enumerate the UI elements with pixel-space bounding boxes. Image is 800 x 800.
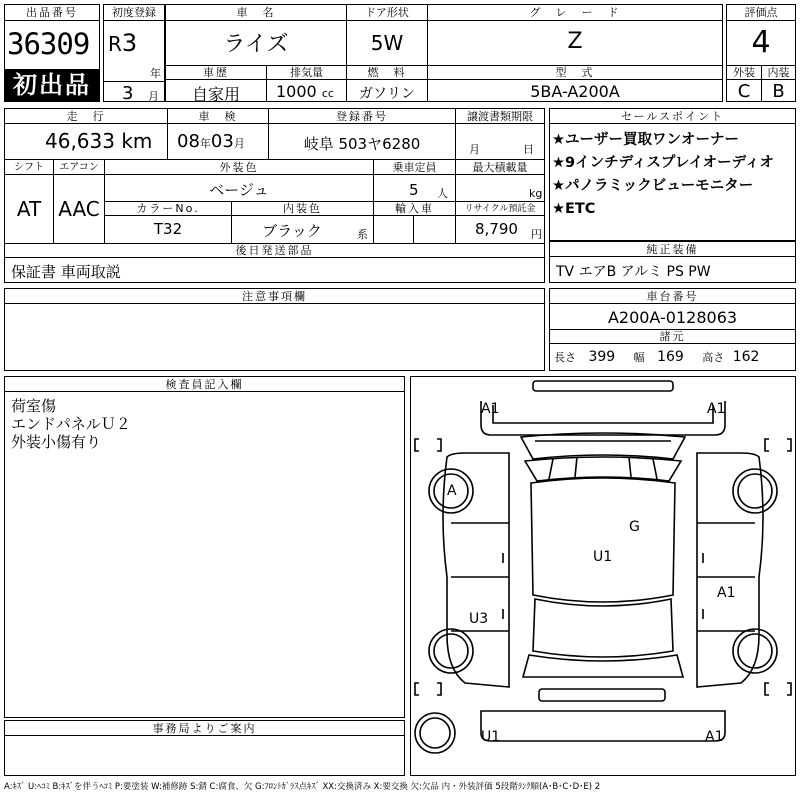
equipment-box: [549, 241, 796, 283]
interior-label: 内装: [762, 66, 795, 80]
model-code: 5BA-A200A: [530, 82, 620, 101]
history-label: 車歴: [166, 66, 266, 80]
recycle-fee: 8,790: [475, 220, 518, 238]
grade: Z: [567, 29, 583, 54]
equipment-label: 純正装備: [550, 242, 795, 257]
chassis-label: 車台番号: [550, 289, 795, 304]
year-unit: 年: [150, 67, 161, 80]
office-label: 事務局よりご案内: [5, 721, 404, 736]
era: R3: [108, 29, 138, 57]
damage-diagram: [410, 376, 796, 776]
car-name: ライズ: [223, 32, 289, 57]
sales-points-label: セールスポイント: [550, 109, 795, 124]
mark-roof: U1: [593, 549, 613, 565]
ac-label: エアコン: [54, 160, 104, 175]
color-no-label: カラーNo.: [105, 202, 231, 216]
mark-front-left: A1: [481, 401, 500, 417]
inspection-date: 08年03月: [177, 131, 245, 152]
sales-points-box: [549, 108, 796, 241]
door-label: ドア形状: [347, 5, 427, 21]
capacity-label: 乗車定員: [374, 160, 455, 175]
details-box: [4, 108, 545, 283]
inspector-line: エンドパネルＵ２: [11, 415, 131, 433]
later-parts-label: 後日発送部品: [5, 244, 544, 258]
shift: AT: [16, 197, 42, 221]
office-box: [4, 720, 405, 776]
reg-month: 3: [122, 83, 134, 104]
car-name-label: 車 名: [166, 5, 346, 21]
lot-label: 出品番号: [5, 5, 99, 21]
door-type: 5W: [370, 31, 404, 55]
equipment: TV エアB アルミ PS PW: [556, 264, 711, 280]
load-label: 最大積載量: [456, 160, 544, 175]
vehicle-info-box: [165, 4, 723, 102]
capacity-unit: 人: [437, 187, 448, 200]
later-parts: 保証書 車両取説: [11, 263, 121, 281]
recycle-label: リサイクル預託金: [456, 202, 544, 216]
first-registration-box: [103, 4, 165, 102]
transfer-month-unit: 月: [469, 143, 480, 156]
fuel: ガソリン: [359, 86, 415, 102]
inspector-box: [4, 376, 405, 718]
displacement-label: 排気量: [267, 66, 346, 80]
mark-front-right: A1: [707, 401, 726, 417]
sales-point: ★パノラミックビューモニター: [552, 178, 754, 194]
mark-left-rear-door: U3: [469, 611, 489, 627]
month-unit: 月: [148, 90, 159, 103]
transfer-label: 譲渡書類期限: [456, 109, 544, 124]
model-label: 型 式: [428, 66, 722, 80]
plate-number: 岐阜 503ヤ6280: [303, 135, 421, 153]
load-unit: kg: [529, 187, 543, 200]
shift-label: シフト: [5, 160, 53, 175]
mileage: 46,633 km: [45, 129, 153, 153]
dimensions: 長さ 399 幅 169 高さ 162: [554, 349, 760, 365]
first-reg-label: 初度登録: [104, 5, 164, 21]
inspector-line: 外装小傷有り: [11, 433, 102, 451]
exterior-score: C: [737, 81, 751, 102]
int-color-suffix: 系: [357, 228, 368, 241]
int-color: ブラック: [262, 222, 322, 240]
grade-label: グ レ ー ド: [428, 5, 722, 21]
sales-point: ★ユーザー買取ワンオーナー: [552, 132, 739, 148]
mark-left-front-wheel: A: [447, 483, 457, 499]
dims-label: 諸元: [550, 330, 795, 344]
color-number: T32: [153, 220, 183, 238]
air-conditioner: AAC: [58, 197, 100, 221]
score-box: [726, 4, 796, 102]
sales-point: ★9インチディスプレイオーディオ: [552, 155, 775, 171]
interior-score: B: [772, 81, 785, 102]
mark-right-rear-door: A1: [717, 585, 736, 601]
displacement: 1000 cc: [276, 82, 334, 101]
score-label: 評価点: [727, 5, 795, 21]
notes-box: [4, 288, 545, 371]
notes-label: 注意事項欄: [5, 289, 544, 304]
inspector-notes: [11, 397, 131, 451]
fuel-label: 燃 料: [347, 66, 427, 80]
inspection-label: 車 検: [168, 109, 268, 124]
sales-point: ★ETC: [552, 201, 596, 217]
capacity: 5: [409, 181, 419, 199]
plate-label: 登録番号: [269, 109, 455, 124]
chassis-box: [549, 288, 796, 371]
vehicle-history: 自家用: [191, 85, 240, 104]
car-diagram-svg: [411, 377, 795, 775]
first-listing-badge: 初出品: [5, 69, 99, 102]
mark-rear-left: U1: [481, 729, 501, 745]
int-color-label: 内装色: [232, 202, 373, 216]
import-label: 輸入車: [374, 202, 455, 216]
sales-points-list: [552, 129, 774, 221]
legend: A:ｷｽﾞ U:ﾍｺﾐ B:ｷｽﾞを伴うﾍｺﾐ P:要塗装 W:補修跡 S:錆 C:腐食、欠 G:ﾌﾛﾝﾄｶﾞﾗｽ点ｷｽﾞ XX:交換済み X:要交換 欠:欠品 内・外装評価 5段階ﾗﾝｸ順(A･B･C･D･E) 2: [4, 782, 601, 792]
inspector-line: 荷室傷: [11, 397, 57, 415]
mark-windshield: G: [629, 519, 640, 535]
mark-rear-right: A1: [705, 729, 724, 745]
recycle-unit: 円: [531, 228, 542, 241]
exterior-label: 外装: [727, 66, 761, 80]
chassis-number: A200A-0128063: [607, 308, 738, 327]
mileage-label: 走 行: [5, 109, 167, 124]
lot-number: 36309: [7, 27, 90, 61]
ext-color-label: 外装色: [105, 160, 373, 175]
transfer-day-unit: 日: [523, 143, 534, 156]
lot-box: [4, 4, 100, 102]
ext-color: ベージュ: [209, 181, 269, 199]
score: 4: [751, 25, 771, 60]
inspector-label: 検査員記入欄: [5, 377, 404, 392]
